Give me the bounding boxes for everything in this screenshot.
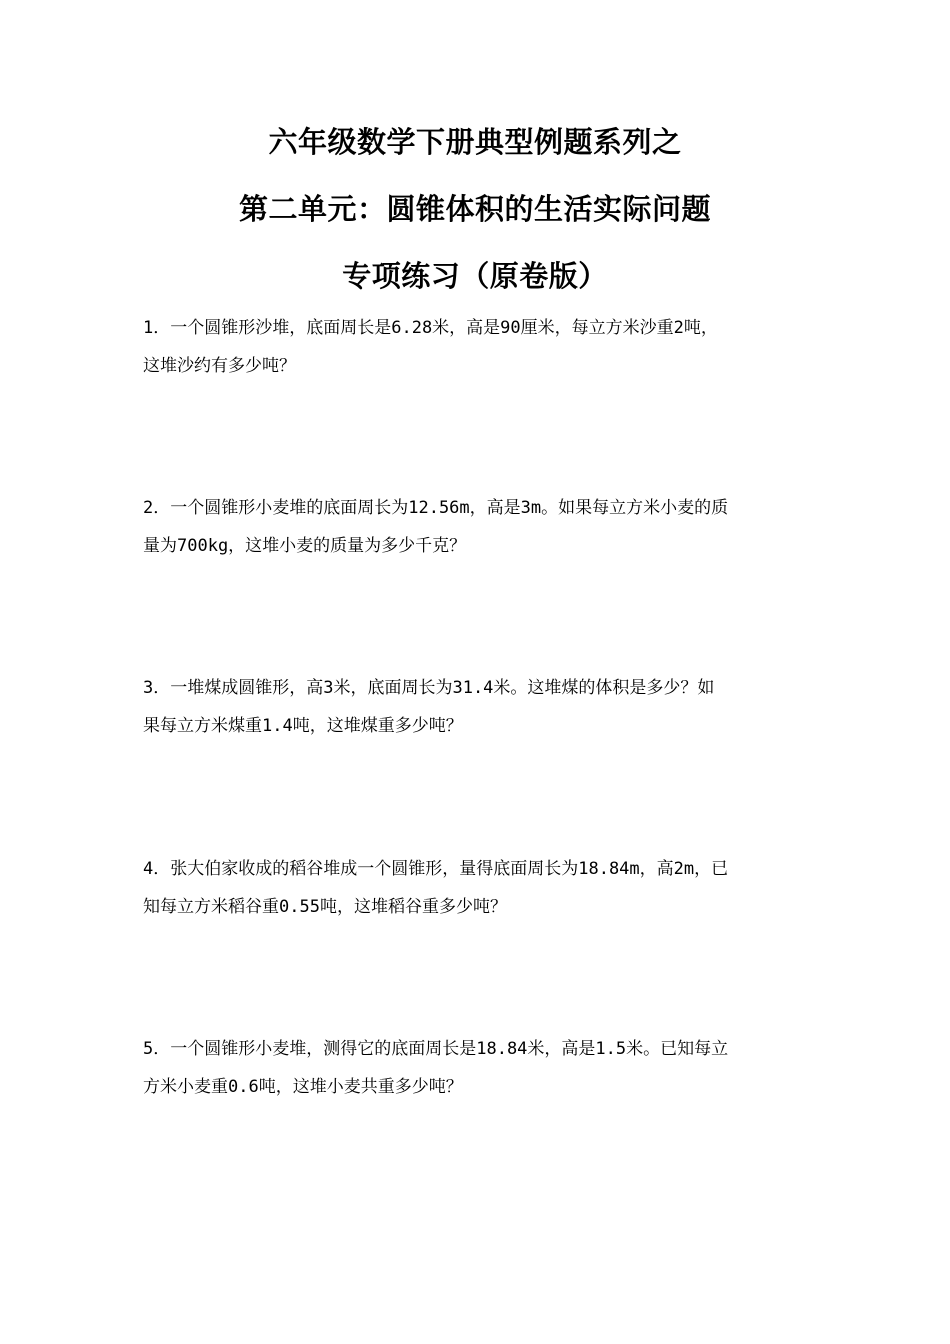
question-1-line-1: 1．一个圆锥形沙堆，底面周长是6.28米，高是90厘米，每立方米沙重2吨，	[143, 318, 718, 338]
question-3	[143, 669, 808, 745]
question-2-line-1: 2．一个圆锥形小麦堆的底面周长为12.56m，高是3m。如果每立方米小麦的质	[143, 498, 729, 518]
question-3-line-2: 果每立方米煤重1.4吨，这堆煤重多少吨？	[143, 716, 463, 736]
question-4-line-1: 4．张大伯家收成的稻谷堆成一个圆锥形，量得底面周长为18.84m，高2m，已	[143, 859, 729, 879]
question-5	[143, 1030, 808, 1106]
question-2-line-2: 量为700kg，这堆小麦的质量为多少千克？	[143, 536, 467, 556]
question-3-line-1: 3．一堆煤成圆锥形，高3米，底面周长为31.4米。这堆煤的体积是多少？如	[143, 678, 715, 698]
question-5-line-1: 5．一个圆锥形小麦堆，测得它的底面周长是18.84米，高是1.5米。已知每立	[143, 1039, 729, 1059]
document-title-line-1: 六年级数学下册典型例题系列之	[268, 125, 682, 159]
document-title-line-2: 第二单元：圆锥体积的生活实际问题	[238, 192, 711, 226]
question-1	[143, 309, 808, 385]
question-5-line-2: 方米小麦重0.6吨，这堆小麦共重多少吨？	[143, 1077, 463, 1097]
question-4	[143, 850, 808, 926]
question-2	[143, 489, 808, 565]
question-4-line-2: 知每立方米稻谷重0.55吨，这堆稻谷重多少吨？	[143, 897, 507, 917]
document-title-line-3: 专项练习（原卷版）	[342, 259, 608, 293]
question-1-line-2: 这堆沙约有多少吨？	[143, 356, 296, 376]
